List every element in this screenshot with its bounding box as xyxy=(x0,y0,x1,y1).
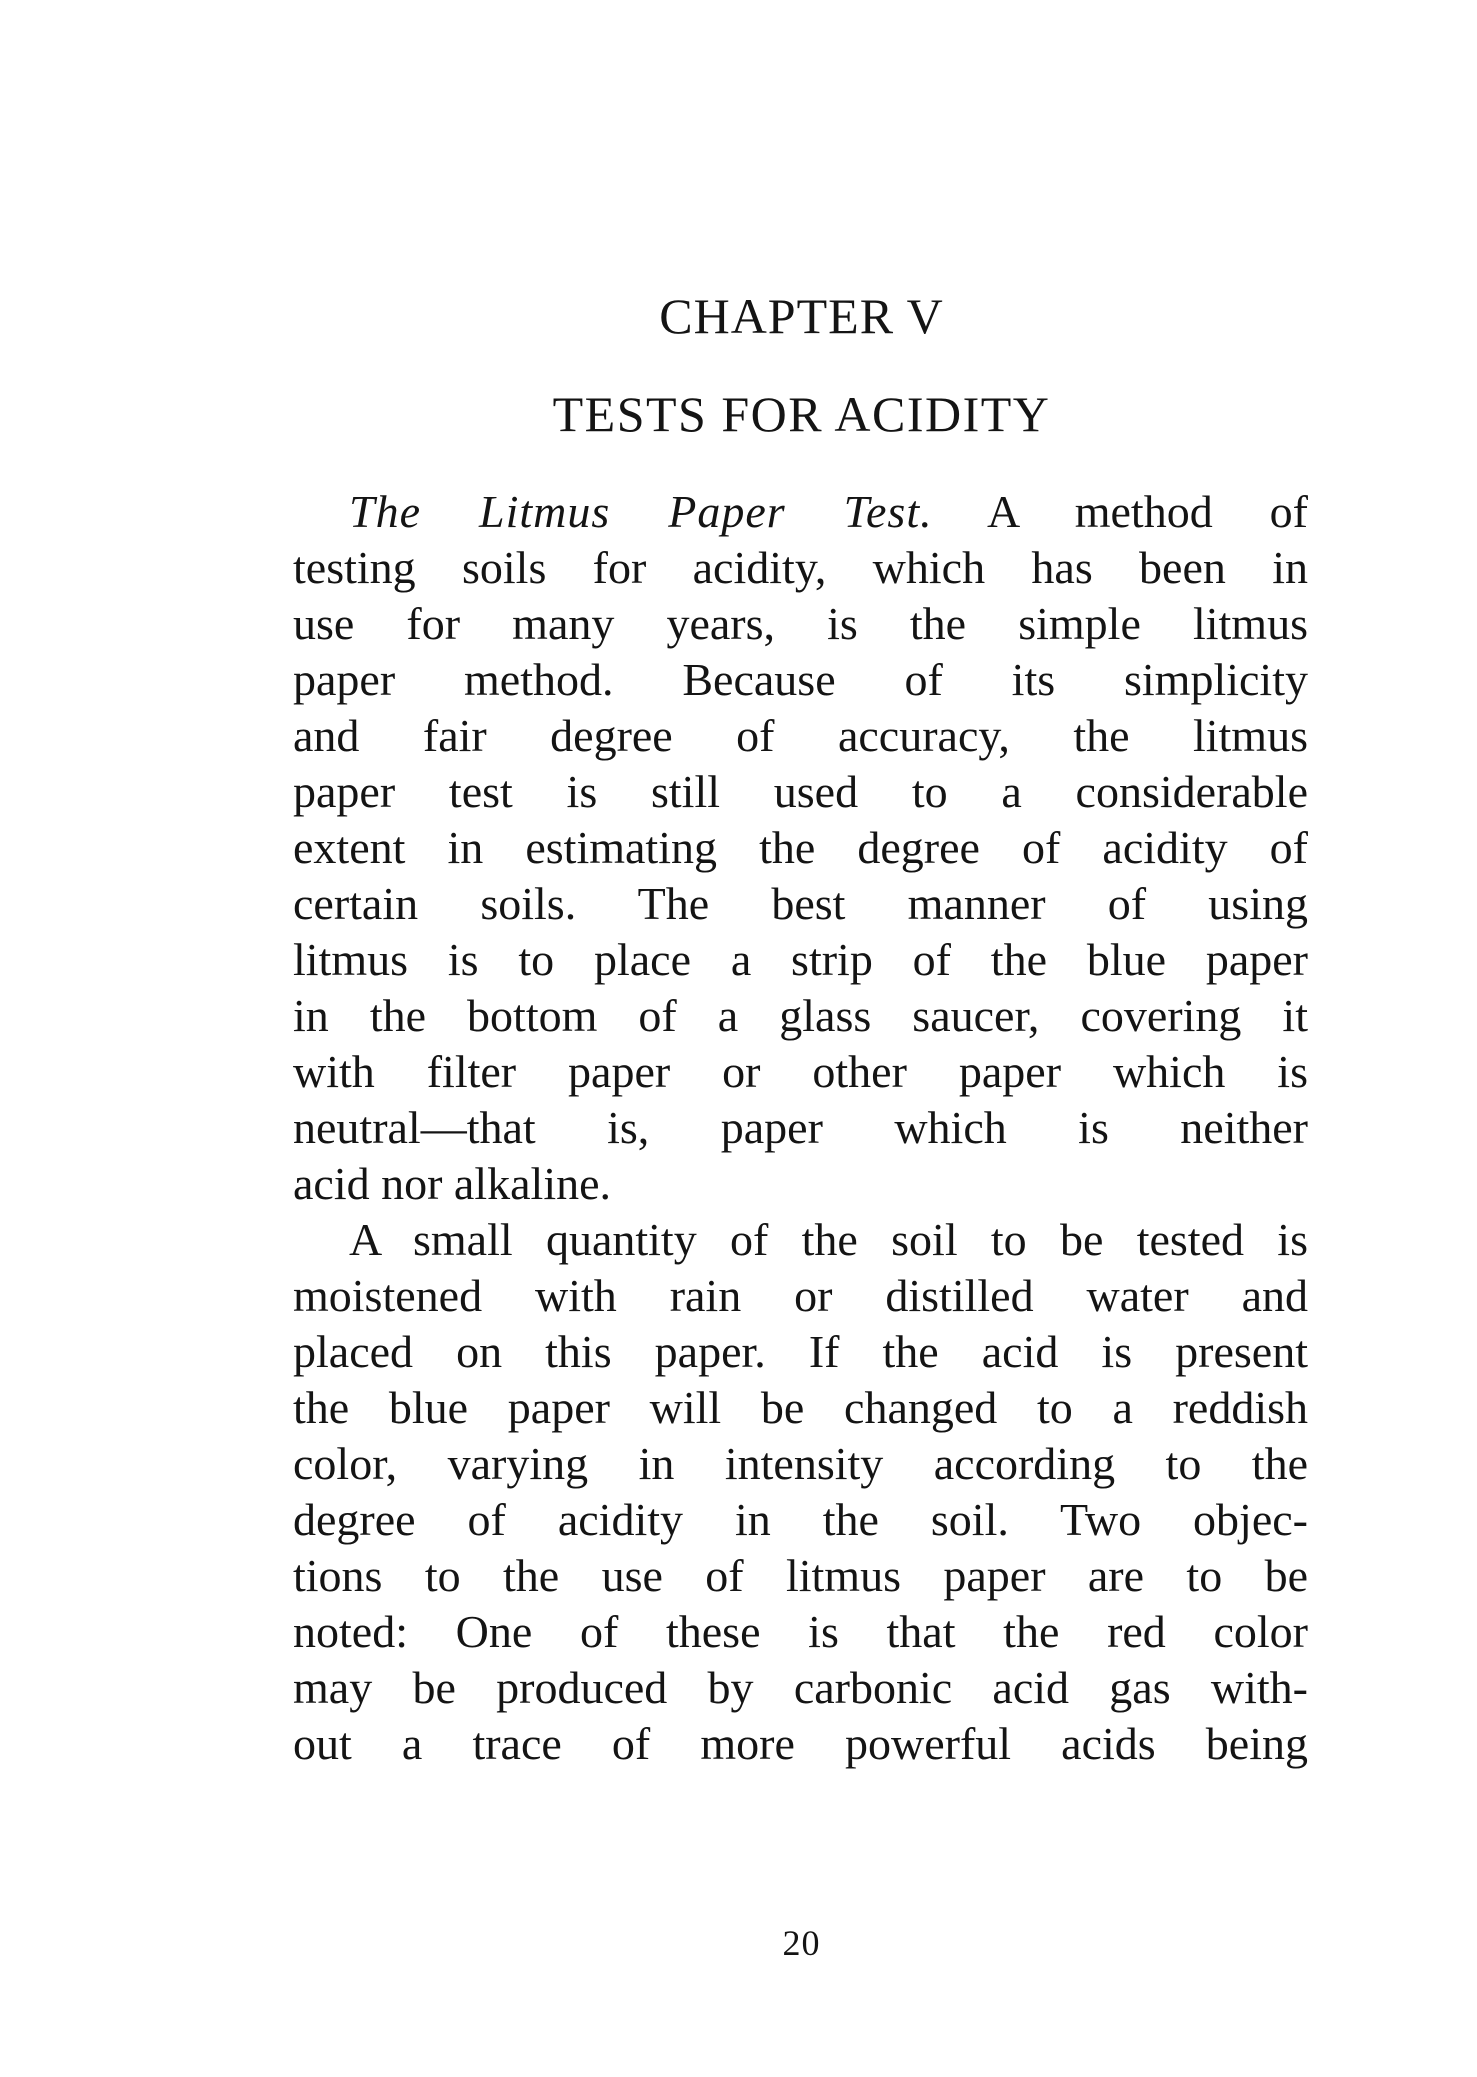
paragraph-1-line xyxy=(293,484,1308,540)
paragraph-2-line: A small quantity of the soil to be tested is xyxy=(349,1214,1308,1265)
paragraph-2-line: out a trace of more powerful acids being xyxy=(293,1718,1308,1769)
paragraph-1-line: acid nor alkaline. xyxy=(293,1158,612,1209)
page-number: 20 xyxy=(782,1923,821,1963)
paragraph-1-line: certain soils. The best manner of using xyxy=(293,878,1308,929)
paragraph-1-line: paper test is still used to a considerable xyxy=(293,766,1308,817)
section-heading: The Litmus Paper Test. xyxy=(349,486,933,537)
paragraph-1-line: in the bottom of a glass saucer, covering it xyxy=(293,990,1308,1041)
paragraph-2-line: placed on this paper. If the acid is present xyxy=(293,1326,1308,1377)
paragraph-1-line: paper method. Because of its simplicity xyxy=(293,654,1308,705)
paragraph-2-line: moistened with rain or distilled water and xyxy=(293,1270,1308,1321)
paragraph-1-line: use for many years, is the simple litmus xyxy=(293,598,1308,649)
paragraph-2-line: may be produced by carbonic acid gas with- xyxy=(293,1662,1308,1713)
chapter-title: TESTS FOR ACIDITY xyxy=(552,386,1051,442)
paragraph-2-line: tions to the use of litmus paper are to be xyxy=(293,1550,1308,1601)
paragraph-1-line: testing soils for acidity, which has been in xyxy=(293,542,1308,593)
paragraph-1-line: and fair degree of accuracy, the litmus xyxy=(293,710,1308,761)
paragraph-1-line: litmus is to place a strip of the blue paper xyxy=(293,934,1308,985)
paragraph-2-line: the blue paper will be changed to a reddish xyxy=(293,1382,1308,1433)
paragraph-2-line: degree of acidity in the soil. Two objec- xyxy=(293,1494,1308,1545)
paragraph-2-line: noted: One of these is that the red color xyxy=(293,1606,1308,1657)
paragraph-1-line: neutral—that is, paper which is neither xyxy=(293,1102,1308,1153)
paragraph-1-line: extent in estimating the degree of acidity of xyxy=(293,822,1308,873)
paragraph-1-line: with filter paper or other paper which is xyxy=(293,1046,1308,1097)
chapter-number: CHAPTER V xyxy=(659,288,944,344)
paragraph-2-line: color, varying in intensity according to the xyxy=(293,1438,1308,1489)
body-text xyxy=(293,484,1308,1772)
paragraph-1-line-1-rest: A method of xyxy=(987,486,1308,537)
